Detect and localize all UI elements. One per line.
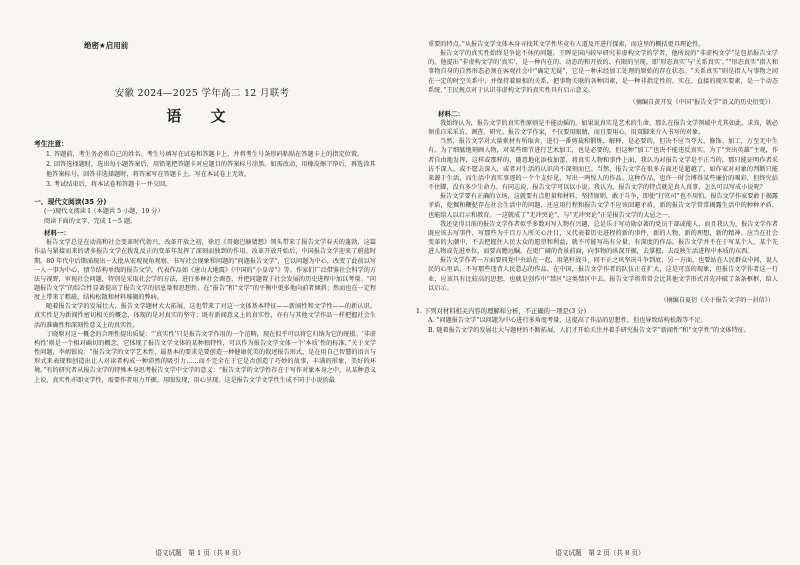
paragraph: 当然，报告文学对大量素材有所取舍，进行一番剪裁和锻炼，解释，是必要的，但决不应当夸大、修饰、加工，万至无中生有。为了细腻地刻画人物，对某些细节进行艺术加工，也是必要的，但这种“加工”也决不能违反真实。为了“突出英雄”主观，作者自由地发挥，这样或那样的，随意地化添枝加蕾，将真实人物和事件上面，我认为对报告文学是不正当的，那只能证明作者采访不深入，或不愿去深入，或者对生活的认识尚不深刻而已。当然，报告文学在很多方面还是超越了，如作家对对象的判断只能来源于生活，而生活中真实事迹的一个个支好见，写出一鸣惊人的作品。这种作品，也许一时会博得某些廉价的喝彩，但终究站不住脚，没有多少生命力。有同志说，报告文学可以以小说。我认为，报告文学的特点就是真人真事，怎么可以写成小说呢？ — [428, 138, 778, 192]
material-1-heading: 材料一： — [44, 229, 70, 238]
notice-item: 2. 回答选择题时，选出每小题答案后，用铅笔把答题卡对应题目的答案标号涂黑。如需改动，用橡皮擦干净后，再选涂其他答案标号。回答非选择题时，将答案写在答题卡上。写在本试卷上无效。 — [46, 161, 376, 178]
notice-heading: 考生注意： — [34, 140, 68, 148]
subsection-heading: (一)现代文阅读 I（本题共 5 小题，19 分） — [44, 208, 164, 216]
answer-option[interactable]: B. 随着报告文学的发展壮大与题材的不断拓展，人们才开始关注并着手研究报告文学“新闻性”和“文学性”的文体特征。 — [428, 326, 750, 334]
secret-label: 绝密★启用前 — [84, 41, 129, 50]
source-citation: （摘编自黄开发《中国“报告文学”语义的历史衍变》） — [629, 98, 774, 106]
paragraph: 重要的特点。”从报告文学文体本身寻找其文学性毕竟有人道及开进行探索，而这里的概括更具理论性。 — [428, 41, 705, 48]
paragraph: 报告文学要有正确的立场，这就要有点胆量和材料，坚持原则，敢于斗争，即使“打官司”也不用怕。报告文学作家要敢于揭露矛盾，挖掘和鞭挞存在社会生活中的问题，还应用行程和报告文学不应该回避矛盾。新的报告文学常常揭露生活中的种种矛盾，也能给人以启示和教育。一这就成了“无冲突论”，与“无冲突论”正是报告文学的大忌之一。 — [428, 193, 778, 219]
notice-item: 1. 答题前，考生务必将自己的姓名、考生号填写在试卷和答题卡上，并将考生号条形码粘贴在答题卡上的指定位置。 — [46, 151, 364, 158]
source-citation: （摘编自夏衍《关于报告文学的一封信》） — [660, 296, 774, 304]
answer-option[interactable]: A. “问题报告文学”以问题为中心进行多角度考量，这提高了作品的思想性，但也导致结构松散等不足。 — [428, 317, 707, 325]
question-stem: 1. 下列对材料相关内容的理解和分析，不正确的一项是(3 分) — [416, 307, 587, 315]
notice-list — [46, 150, 376, 189]
paragraph: 我始终认为，报告文学的真实性原则是不能动摇的。如果说真实是艺术的生命，那么在报告文学领域中尤其如此。求真，就必须重自采采访、调查、研究。报告文学作家，不仅要用眼睛，而且要用心、用双脚来介入书写的对象。 — [428, 119, 778, 137]
page-right — [400, 0, 800, 565]
paragraph: 报告文学总是在动荡和社会变革时代勃兴，改革开放之初，徐迟《哥德巴赫猜想》领头带来了报告文学春天的蓬勃，这篇作品与紧接而来的诸多报告文学在拨乱反正的变革年发挥了深刻而独到的作用。改革开放开始后，中国报告文学迎来了蔚蓝时期。80 年代中后期涌现出一大批从宏观视角观察、书写社会现象和问题的“问题报告文学”，它以问题为中心，改变了此前以写一人一事为中心、情节结构单线的报告文学。代表作品如《唐山大地震》《中国的“小皇帝”》等。作家们广泛借鉴社会科学的方法与视野，审视社会问题，特别是采取社会学的方法，进行多种社会调查，并把问题置于社会发展的历史进程中加以考量。“问题报告文学”的综合性显著提高了报告文学的信息量和思想性，在“报告”和“文学”的平衡中更多地向前者倾斜；然而也在一定程度上带来了粗疏、结构松散和材料堆砌的弊病。 — [34, 239, 376, 302]
page-footer: 语文试题 第 1 页（共 8 页） — [155, 549, 245, 557]
paragraph: 丁晓原对这一概念的合理性提出质疑：“‘真实性’只是报告文学作用的一个范畴，现在似乎可以将它归纳为它的统摄。‘非虚构性’则是一个相对确切的概念，它体现了报告文学文体的某种独特性，可以作为报告文学文体一个‘本质’性的标准。”关于文学性问题，李炳银说：“报告文学的文学艺术性，最基本的要求是要创造一种健康优美的叙述报告形式，是在用自己智慧的语言与形式来表现和创造出让人对读者构成一种沛然的吸引力……而不完全在于它是否创造了巧妙的故事，丰满的形象，美好的环境。”有的研究者从报告文学的特殊本身思考报告文学中文学的意义：“报告文学的文学性存在于写作对象本身之中，从某种意义上说，真实性亦即文学性，需要作者用力开掘，用眼发现，用心呈现。这是报告文学文学性生成不同于小说的最 — [34, 330, 376, 384]
material-2-heading: 材料二： — [438, 109, 464, 118]
notice-item: 3. 考试结束后，将本试卷和答题卡一并交回。 — [46, 180, 172, 188]
reading-instruction: 阅读下面的文字，完成 1～5 题。 — [44, 217, 137, 225]
paragraph: 随着报告文学的发展壮大，报告文学题材大大拓展，这也带来了对这一文体基本特征——新闻性和文学性——的新认识。真实性是为新闻性密切相关的概念，体现的是对真实的坚守；既有新闻意义上的真实性，亦有与其他文学作品一样把握社会生活的准确性和深刻性意义上的真实性。 — [34, 303, 376, 329]
exam-title: 安徽 2024—2025 学年高二 12 月联考 — [114, 88, 290, 99]
subject-title: 语 文 — [166, 107, 238, 125]
paragraph: 报告文学作者一方面要同党中央站在一起，用笔杆战斗，同不正之风坚决斗争到底；另一方面，也要站在人民群众中间，说人民的心里话，不写那些违背人民意志的作品。在中国，报告文学作者的队伍正在扩大，这是可喜的现象，但报告文学作者这一行业，应该具有比较高的思想，也就是创作中“禁区”这类禁区中去。报告文学将常常会比其他文学形式首先冲破了条条框框，给人以启示。 — [428, 257, 778, 292]
section-heading: 一、现代文阅读(35 分) — [34, 198, 107, 207]
page-footer: 语文试题 第 2 页（共 8 页） — [555, 549, 645, 557]
paragraph: 我还觉得目前的报告文学作者似乎多数对写人物有兴趣，总是乐于写功勋卓著的党员干部或能人，而且我认为，报告文学作者既应该去写事件，写那些为千百万人所关心注目，又代表着历史进程的新的事件，新的人物，新的理想，新的精神。应当在社会变革的大潮中，不去把握住人民大众的愿望和利益，就不可能写出有分量、有深度的作品。报告文学并不在于写某个人、某个先进人物或先进单位，而要高瞻远瞩，在更广阔的背景前面，向事物的纵深开掘，去掌握、去反映生活进程中本质的东西。 — [428, 220, 778, 256]
paragraph: 报告文学的真实性始终是争论不休的问题。王晖是国内较早研究非虚构文学的学者，他所说的“非虚构文学”是包括报告文学的。他提出“非虚构文学的‘真实’，是一种内在的、动态的和开放的、有限的呈现，即‘形态真实’与‘关系真实’。”“形态真实”指人和事物自身的自然形态必须在客观社会中“确定无疑”，它是一种未经加工处理的原始的存在状态。“关系真实”则是指人与事物之间在一定的时空关系中，并保持着原相的关系，把事物关联的各种因素，是一种非指定性的、实在、直接的现实要素，是一个动态系统，”王民规点对于认识非虚构文学的真实性具有启示意义。 — [428, 50, 778, 94]
